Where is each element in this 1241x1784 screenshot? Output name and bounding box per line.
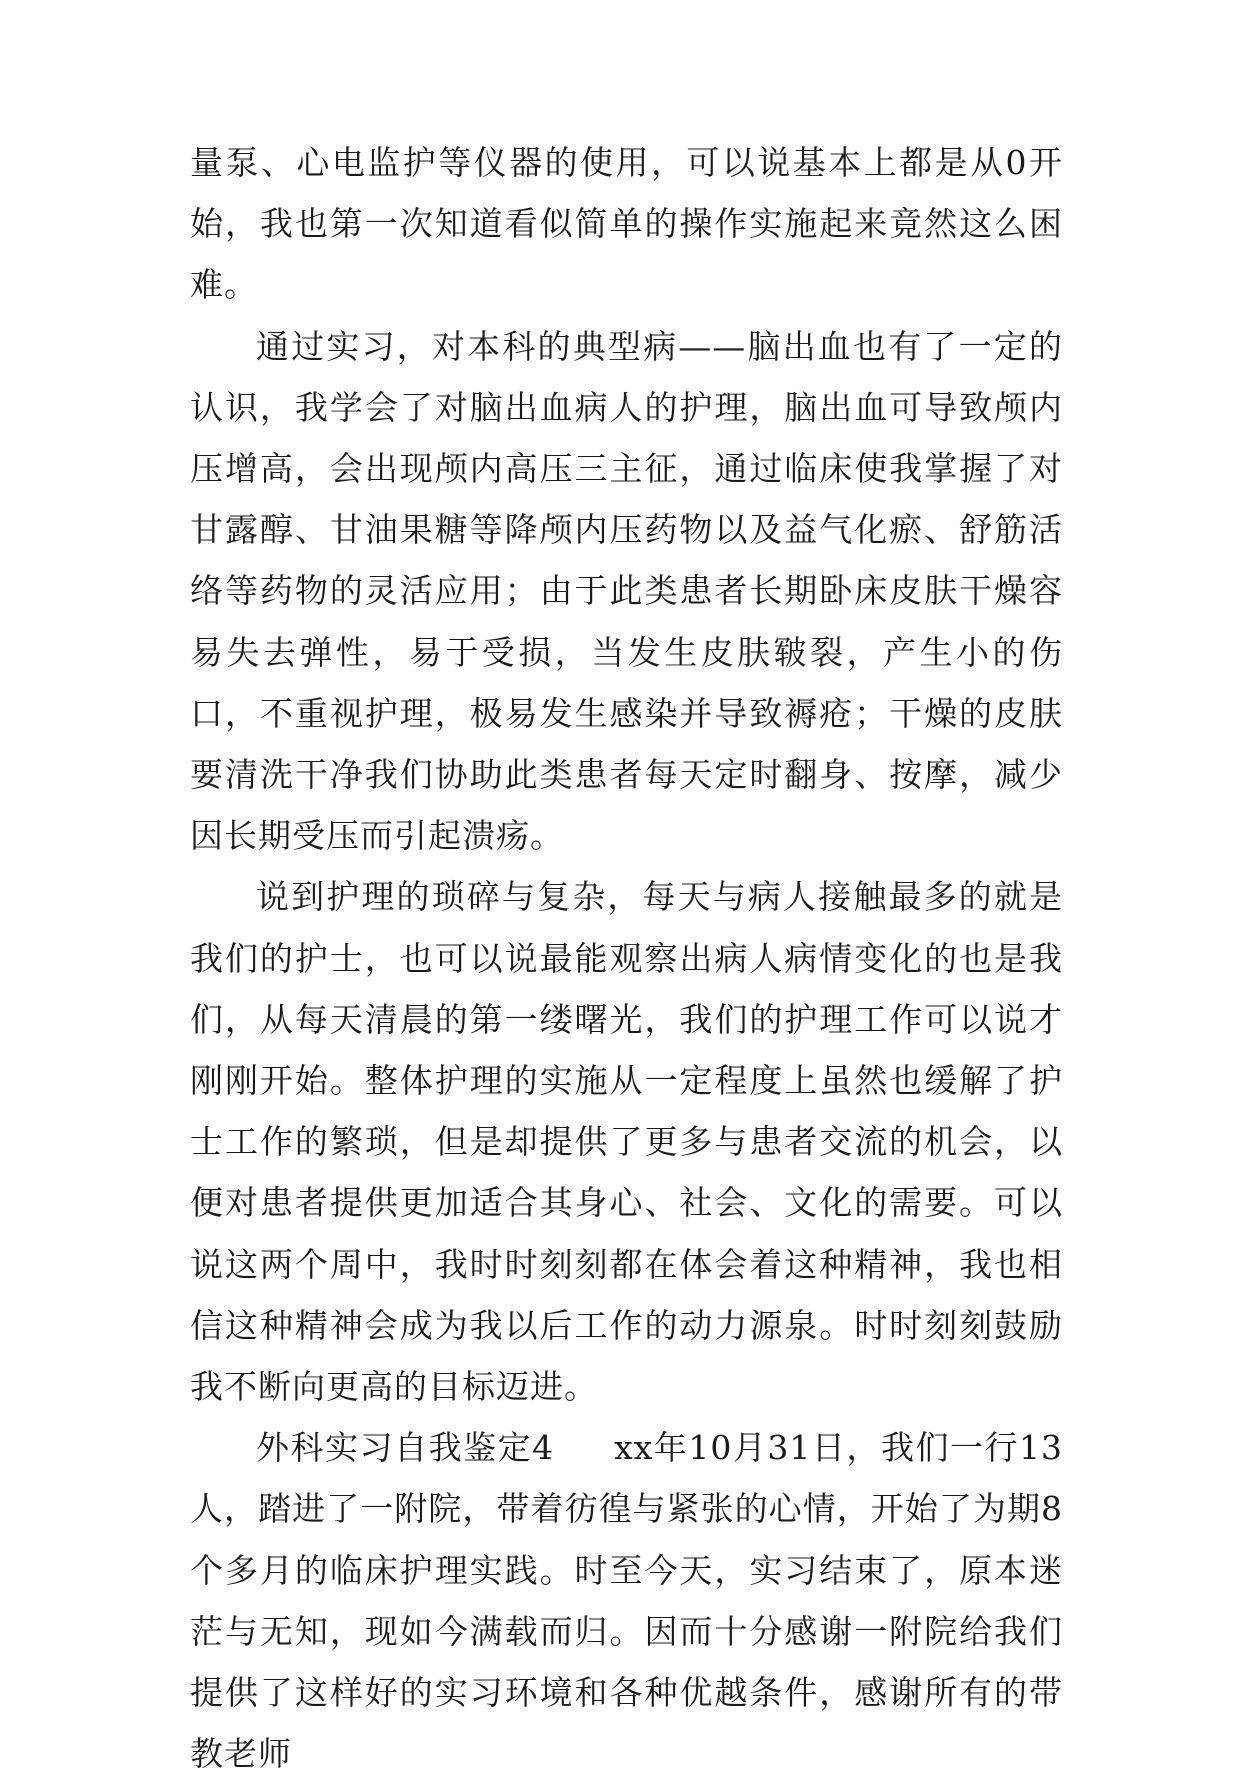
paragraph-section-4 — [190, 1417, 1063, 1784]
paragraph-continued: 量泵、心电监护等仪器的使用，可以说基本上都是从0开始，我也第一次知道看似简单的操作实施起来竟然这么困难。 — [190, 143, 1063, 305]
section-heading: 外科实习自我鉴定4 — [256, 1428, 555, 1468]
document-page — [190, 132, 1063, 1784]
paragraph-nursing-work: 说到护理的琐碎与复杂，每天与病人接触最多的就是我们的护士，也可以说最能观察出病人病情变化的也是我们，从每天清晨的第一缕曙光，我们的护理工作可以说才刚刚开始。整体护理的实施从一定程度上虽然也缓解了护士工作的繁琐，但是却提供了更多与患者交流的机会，以便对患者提供更加适合其身心、社会、文化的需要。可以说这两个周中，我时时刻刻都在体会着这种精神，我也相信这种精神会成为我以后工作的动力源泉。时时刻刻鼓励我不断向更高的目标迈进。 — [190, 877, 1063, 1407]
paragraph-brain-hemorrhage: 通过实习，对本科的典型病——脑出血也有了一定的认识，我学会了对脑出血病人的护理，脑出血可导致颅内压增高，会出现颅内高压三主征，通过临床使我掌握了对甘露醇、甘油果糖等降颅内压药物以及益气化瘀、舒筋活络等药物的灵活应用；由于此类患者长期卧床皮肤干燥容易失去弹性，易于受损，当发生皮肤皲裂，产生小的伤口，不重视护理，极易发生感染并导致褥疮；干燥的皮肤要清洗干净我们协助此类患者每天定时翻身、按摩，减少因长期受压而引起溃疡。 — [190, 326, 1063, 856]
section-text: xx年10月31日，我们一行13人，踏进了一附院，带着彷徨与紧张的心情，开始了为期8个多月的临床护理实践。时至今天，实习结束了，原本迷茫与无知，现如今满载而归。因而十分感谢一附院给我们提供了这样好的实习环境和各种优越条件，感谢所有的带教老师 — [190, 1428, 1063, 1774]
